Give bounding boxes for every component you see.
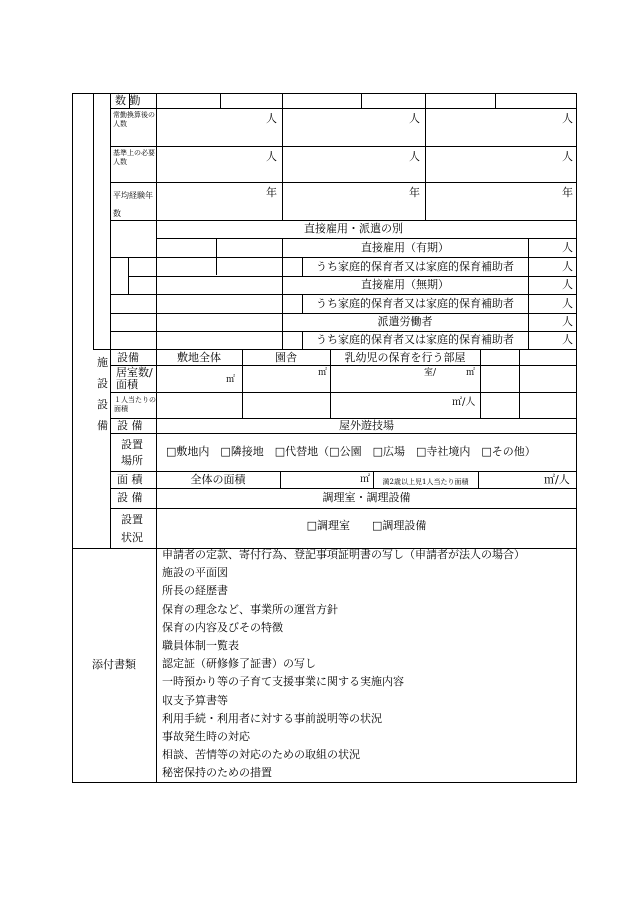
employment-header: 直接雇用・派遣の別 xyxy=(304,222,403,235)
divider xyxy=(110,365,577,366)
outdoor-place-options[interactable]: □敷地内 □隣接地 □代替地（□公園 □広場 □寺社境内 □その他） xyxy=(166,445,536,458)
unit: 人 xyxy=(266,112,277,125)
unit: 人 xyxy=(266,150,277,163)
room-count-label: 居室数/面積 xyxy=(116,366,153,391)
facility-col-site: 敷地全体 xyxy=(177,351,221,364)
unit: 人 xyxy=(562,297,573,310)
kitchen-status-label: 設置状況 xyxy=(121,513,143,544)
unit: ㎡/人 xyxy=(452,397,476,408)
divider xyxy=(110,313,577,314)
list-item: 保育の理念など、事業所の運営方針 xyxy=(162,602,338,616)
unit: 人 xyxy=(562,260,573,273)
divider xyxy=(110,220,577,221)
facility-col-building: 園舎 xyxy=(275,351,297,364)
unit: 人 xyxy=(562,333,573,346)
facility-section-label: 施設設備 xyxy=(97,356,108,432)
unit: ㎡ xyxy=(360,474,370,485)
per-child-area-label: １人当たりの面積 xyxy=(114,396,156,413)
divider xyxy=(110,108,577,109)
unit: 年 xyxy=(266,186,277,199)
outdoor-title: 屋外遊技場 xyxy=(339,419,394,432)
kitchen-title: 調理室・調理設備 xyxy=(322,491,411,504)
list-item: 保育の内容及びその特徴 xyxy=(162,620,283,634)
required-label: 基準上の必要人数 xyxy=(113,149,155,166)
divider xyxy=(519,349,520,418)
divider xyxy=(128,257,129,294)
unit: ㎡ xyxy=(226,375,236,385)
unit: 人 xyxy=(409,112,420,125)
divider xyxy=(110,392,577,393)
divider xyxy=(110,146,577,147)
unit: 人 xyxy=(409,150,420,163)
list-item: 収支予算書等 xyxy=(162,693,228,707)
outdoor-place-label: 設置場所 xyxy=(121,438,143,467)
unit: 年 xyxy=(562,186,573,199)
divider xyxy=(93,349,577,350)
list-item: 一時預かり等の子育て支援事業に関する実施内容 xyxy=(162,675,404,689)
list-item: 職員体制一覧表 xyxy=(162,639,239,653)
employment-row: 派遣労働者 xyxy=(377,315,433,328)
divider xyxy=(495,93,496,108)
divider xyxy=(128,276,577,277)
employment-row: うち家庭的保育者又は家庭的保育補助者 xyxy=(316,333,514,346)
outdoor-equip-label: 設 備 xyxy=(117,419,143,432)
divider xyxy=(110,257,577,258)
unit: ㎡ xyxy=(318,368,328,378)
divider xyxy=(110,294,577,295)
experience-label: 平均経験年数 xyxy=(113,191,153,218)
divider xyxy=(156,238,577,239)
unit: 人 xyxy=(562,112,573,125)
count-label: 数 勤 xyxy=(115,94,141,107)
divider xyxy=(110,488,577,489)
divider xyxy=(280,471,281,488)
fte-label: 常勤換算後の人数 xyxy=(113,111,155,128)
kitchen-options[interactable]: □調理室 □調理設備 xyxy=(306,519,427,532)
attachments-list xyxy=(162,546,525,783)
divider xyxy=(110,182,577,183)
unit: ㎡ xyxy=(466,368,476,378)
unit: 年 xyxy=(409,186,420,199)
divider xyxy=(361,93,362,108)
divider xyxy=(110,93,111,548)
kitchen-equip-label: 設 備 xyxy=(117,491,143,504)
employment-row: うち家庭的保育者又は家庭的保育補助者 xyxy=(316,297,514,310)
list-item: 相談、苦情等の対応のための取組の状況 xyxy=(162,748,360,762)
unit: 人 xyxy=(562,241,573,254)
divider xyxy=(110,433,577,434)
divider xyxy=(528,238,529,349)
unit: 人 xyxy=(562,150,573,163)
outdoor-area-label: 面 積 xyxy=(117,473,143,486)
list-item: 認定証（研修修了証書）の写し xyxy=(162,657,316,671)
divider xyxy=(156,93,157,783)
employment-row: 直接雇用（有期） xyxy=(361,241,449,254)
unit: 人 xyxy=(562,315,573,328)
facility-col-room: 乳幼児の保育を行う部屋 xyxy=(344,351,466,364)
list-item: 施設の平面図 xyxy=(162,566,228,580)
list-item: 利用手続・利用者に対する事前説明等の状況 xyxy=(162,711,382,725)
list-item: 秘密保持のための措置 xyxy=(162,766,272,780)
divider xyxy=(282,238,283,349)
divider xyxy=(110,331,577,332)
attachments-label: 添付書類 xyxy=(92,658,136,671)
total-area-label: 全体の面積 xyxy=(190,473,246,486)
divider xyxy=(282,93,283,220)
unit: 人 xyxy=(562,278,573,291)
unit: ㎡/人 xyxy=(544,473,570,486)
list-item: 申請者の定款、寄付行為、登記事項証明書の写し（申請者が法人の場合） xyxy=(162,548,525,561)
divider xyxy=(110,508,577,509)
unit: 室/ xyxy=(424,368,437,378)
employment-row: 直接雇用（無期） xyxy=(361,278,449,291)
divider xyxy=(478,471,479,488)
divider xyxy=(216,238,217,275)
facility-col-equip: 設備 xyxy=(117,351,139,364)
divider xyxy=(93,93,94,349)
divider xyxy=(425,93,426,220)
divider xyxy=(110,471,577,472)
divider xyxy=(480,349,481,418)
list-item: 事故発生時の対応 xyxy=(162,730,250,744)
list-item: 所長の経歴書 xyxy=(162,584,228,598)
divider xyxy=(220,93,221,108)
employment-row: うち家庭的保育者又は家庭的保育補助者 xyxy=(316,260,514,273)
per-child-outdoor-label: 満2歳以上児1人当たり面積 xyxy=(382,478,469,486)
